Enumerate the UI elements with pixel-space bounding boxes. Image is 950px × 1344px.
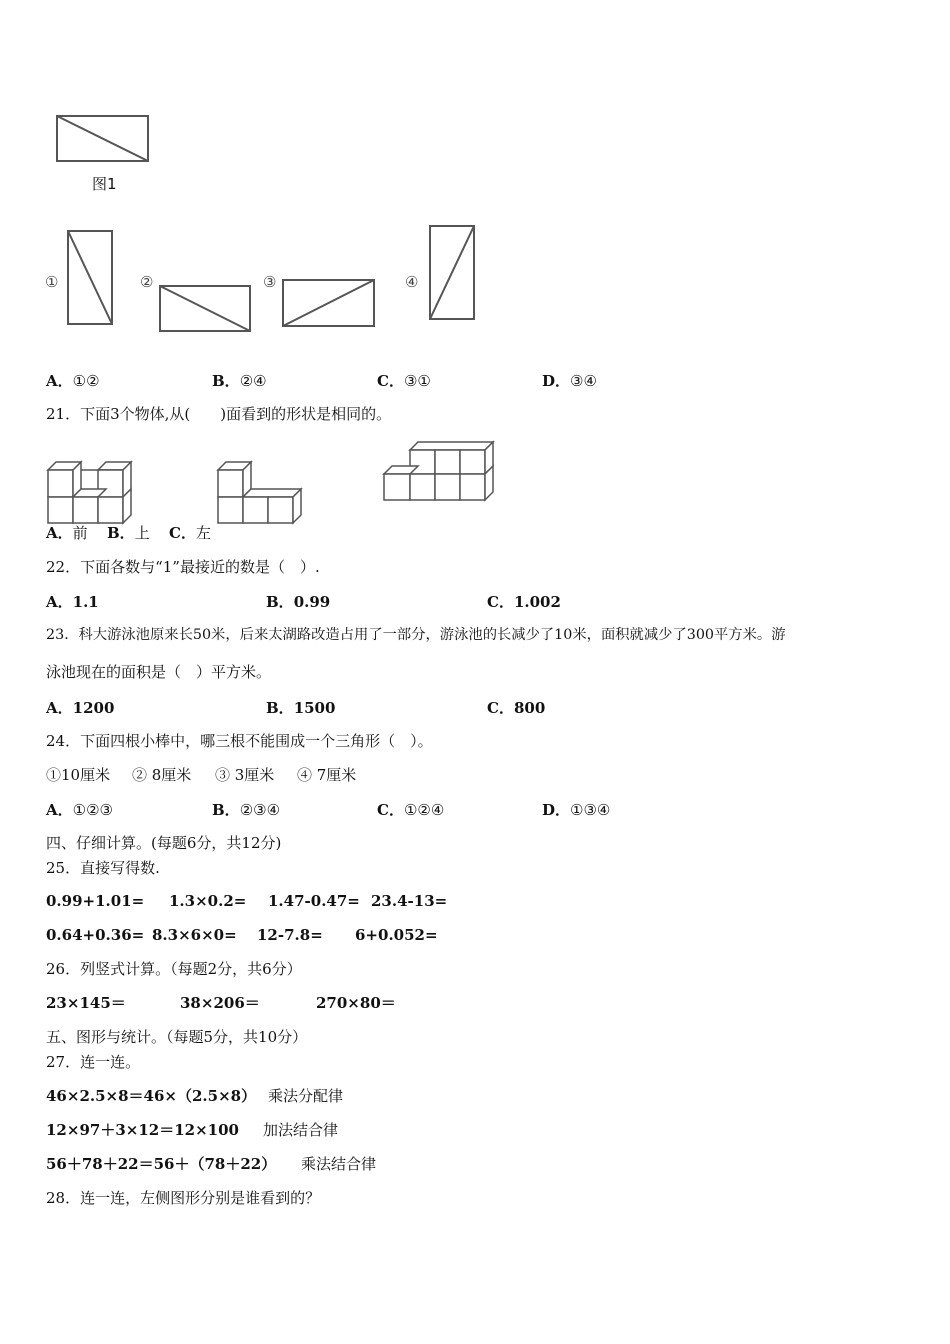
choice-mark-3: ③	[263, 273, 277, 291]
q20-option-a[interactable]: A．①②	[46, 372, 100, 390]
q20-option-d[interactable]: D．③④	[542, 372, 597, 390]
q20-option-c[interactable]: C．③①	[377, 372, 431, 390]
q25-item: 8.3×6×0=	[152, 926, 237, 944]
q22-stem: 22．下面各数与“1”最接近的数是（ ）.	[46, 558, 320, 576]
q21-option-a[interactable]: A．前	[46, 524, 88, 542]
q26-item: 23×145＝	[46, 994, 126, 1012]
section-4-heading: 四、仔细计算。(每题6分，共12分)	[46, 834, 282, 852]
q24-option-b[interactable]: B．②③④	[212, 801, 281, 819]
choice-mark-2: ②	[140, 273, 154, 291]
q27-law[interactable]: 乘法分配律	[268, 1087, 344, 1105]
q24-stick-1: ①10厘米	[46, 766, 111, 784]
q25-item: 1.3×0.2=	[169, 892, 247, 910]
q20-option-b[interactable]: B．②④	[212, 372, 267, 390]
q23-option-c[interactable]: C．800	[487, 699, 546, 717]
q27-expression[interactable]: 46×2.5×8＝46×（2.5×8）	[46, 1087, 257, 1105]
q23-option-b[interactable]: B．1500	[266, 699, 336, 717]
q24-option-d[interactable]: D．①③④	[542, 801, 611, 819]
q26-stem: 26．列竖式计算。（每题2分，共6分）	[46, 960, 302, 978]
q22-option-a[interactable]: A．1.1	[46, 593, 99, 611]
q27-expression[interactable]: 12×97＋3×12＝12×100	[46, 1121, 239, 1139]
figure-1-caption: 图1	[92, 175, 117, 193]
q23-stem-line2: 泳池现在的面积是（ ）平方米。	[46, 663, 272, 681]
q26-item: 270×80＝	[316, 994, 396, 1012]
q23-stem-line1: 23．科大游泳池原来长50米，后来太湖路改造占用了一部分，游泳池的长减少了10米，面积就减少了300平方米。游	[46, 627, 786, 643]
q27-stem: 27．连一连。	[46, 1053, 141, 1071]
q27-law[interactable]: 乘法结合律	[301, 1155, 377, 1173]
q25-stem: 25．直接写得数.	[46, 859, 160, 877]
q27-law[interactable]: 加法结合律	[263, 1121, 339, 1139]
q25-item: 6+0.052=	[355, 926, 438, 944]
q21-stem: 21．下面3个物体,从( )面看到的形状是相同的。	[46, 405, 392, 423]
q24-option-c[interactable]: C．①②④	[377, 801, 445, 819]
section-5-heading: 五、图形与统计。（每题5分，共10分）	[46, 1028, 308, 1046]
q25-item: 1.47-0.47=	[268, 892, 360, 910]
figure-1-rectangle	[0, 0, 950, 360]
q27-expression[interactable]: 56＋78＋22＝56＋（78＋22）	[46, 1155, 277, 1173]
q22-option-b[interactable]: B．0.99	[266, 593, 331, 611]
q26-item: 38×206＝	[180, 994, 260, 1012]
q21-option-c[interactable]: C．左	[169, 524, 211, 542]
q25-item: 23.4-13=	[371, 892, 448, 910]
q25-item: 0.99+1.01=	[46, 892, 145, 910]
q24-stick-3: ③ 3厘米	[215, 766, 275, 784]
q24-stick-2: ② 8厘米	[132, 766, 192, 784]
q23-option-a[interactable]: A．1200	[46, 699, 115, 717]
q24-option-a[interactable]: A．①②③	[46, 801, 113, 819]
q24-stick-4: ④ 7厘米	[297, 766, 357, 784]
choice-mark-1: ①	[45, 273, 59, 291]
q25-item: 0.64+0.36=	[46, 926, 145, 944]
choice-mark-4: ④	[405, 273, 419, 291]
q28-stem: 28．连一连，左侧图形分别是谁看到的？	[46, 1189, 321, 1207]
q24-stem: 24．下面四根小棒中，哪三根不能围成一个三角形（ ）。	[46, 732, 433, 750]
q25-item: 12-7.8=	[257, 926, 323, 944]
q21-option-b[interactable]: B．上	[107, 524, 150, 542]
q22-option-c[interactable]: C．1.002	[487, 593, 561, 611]
